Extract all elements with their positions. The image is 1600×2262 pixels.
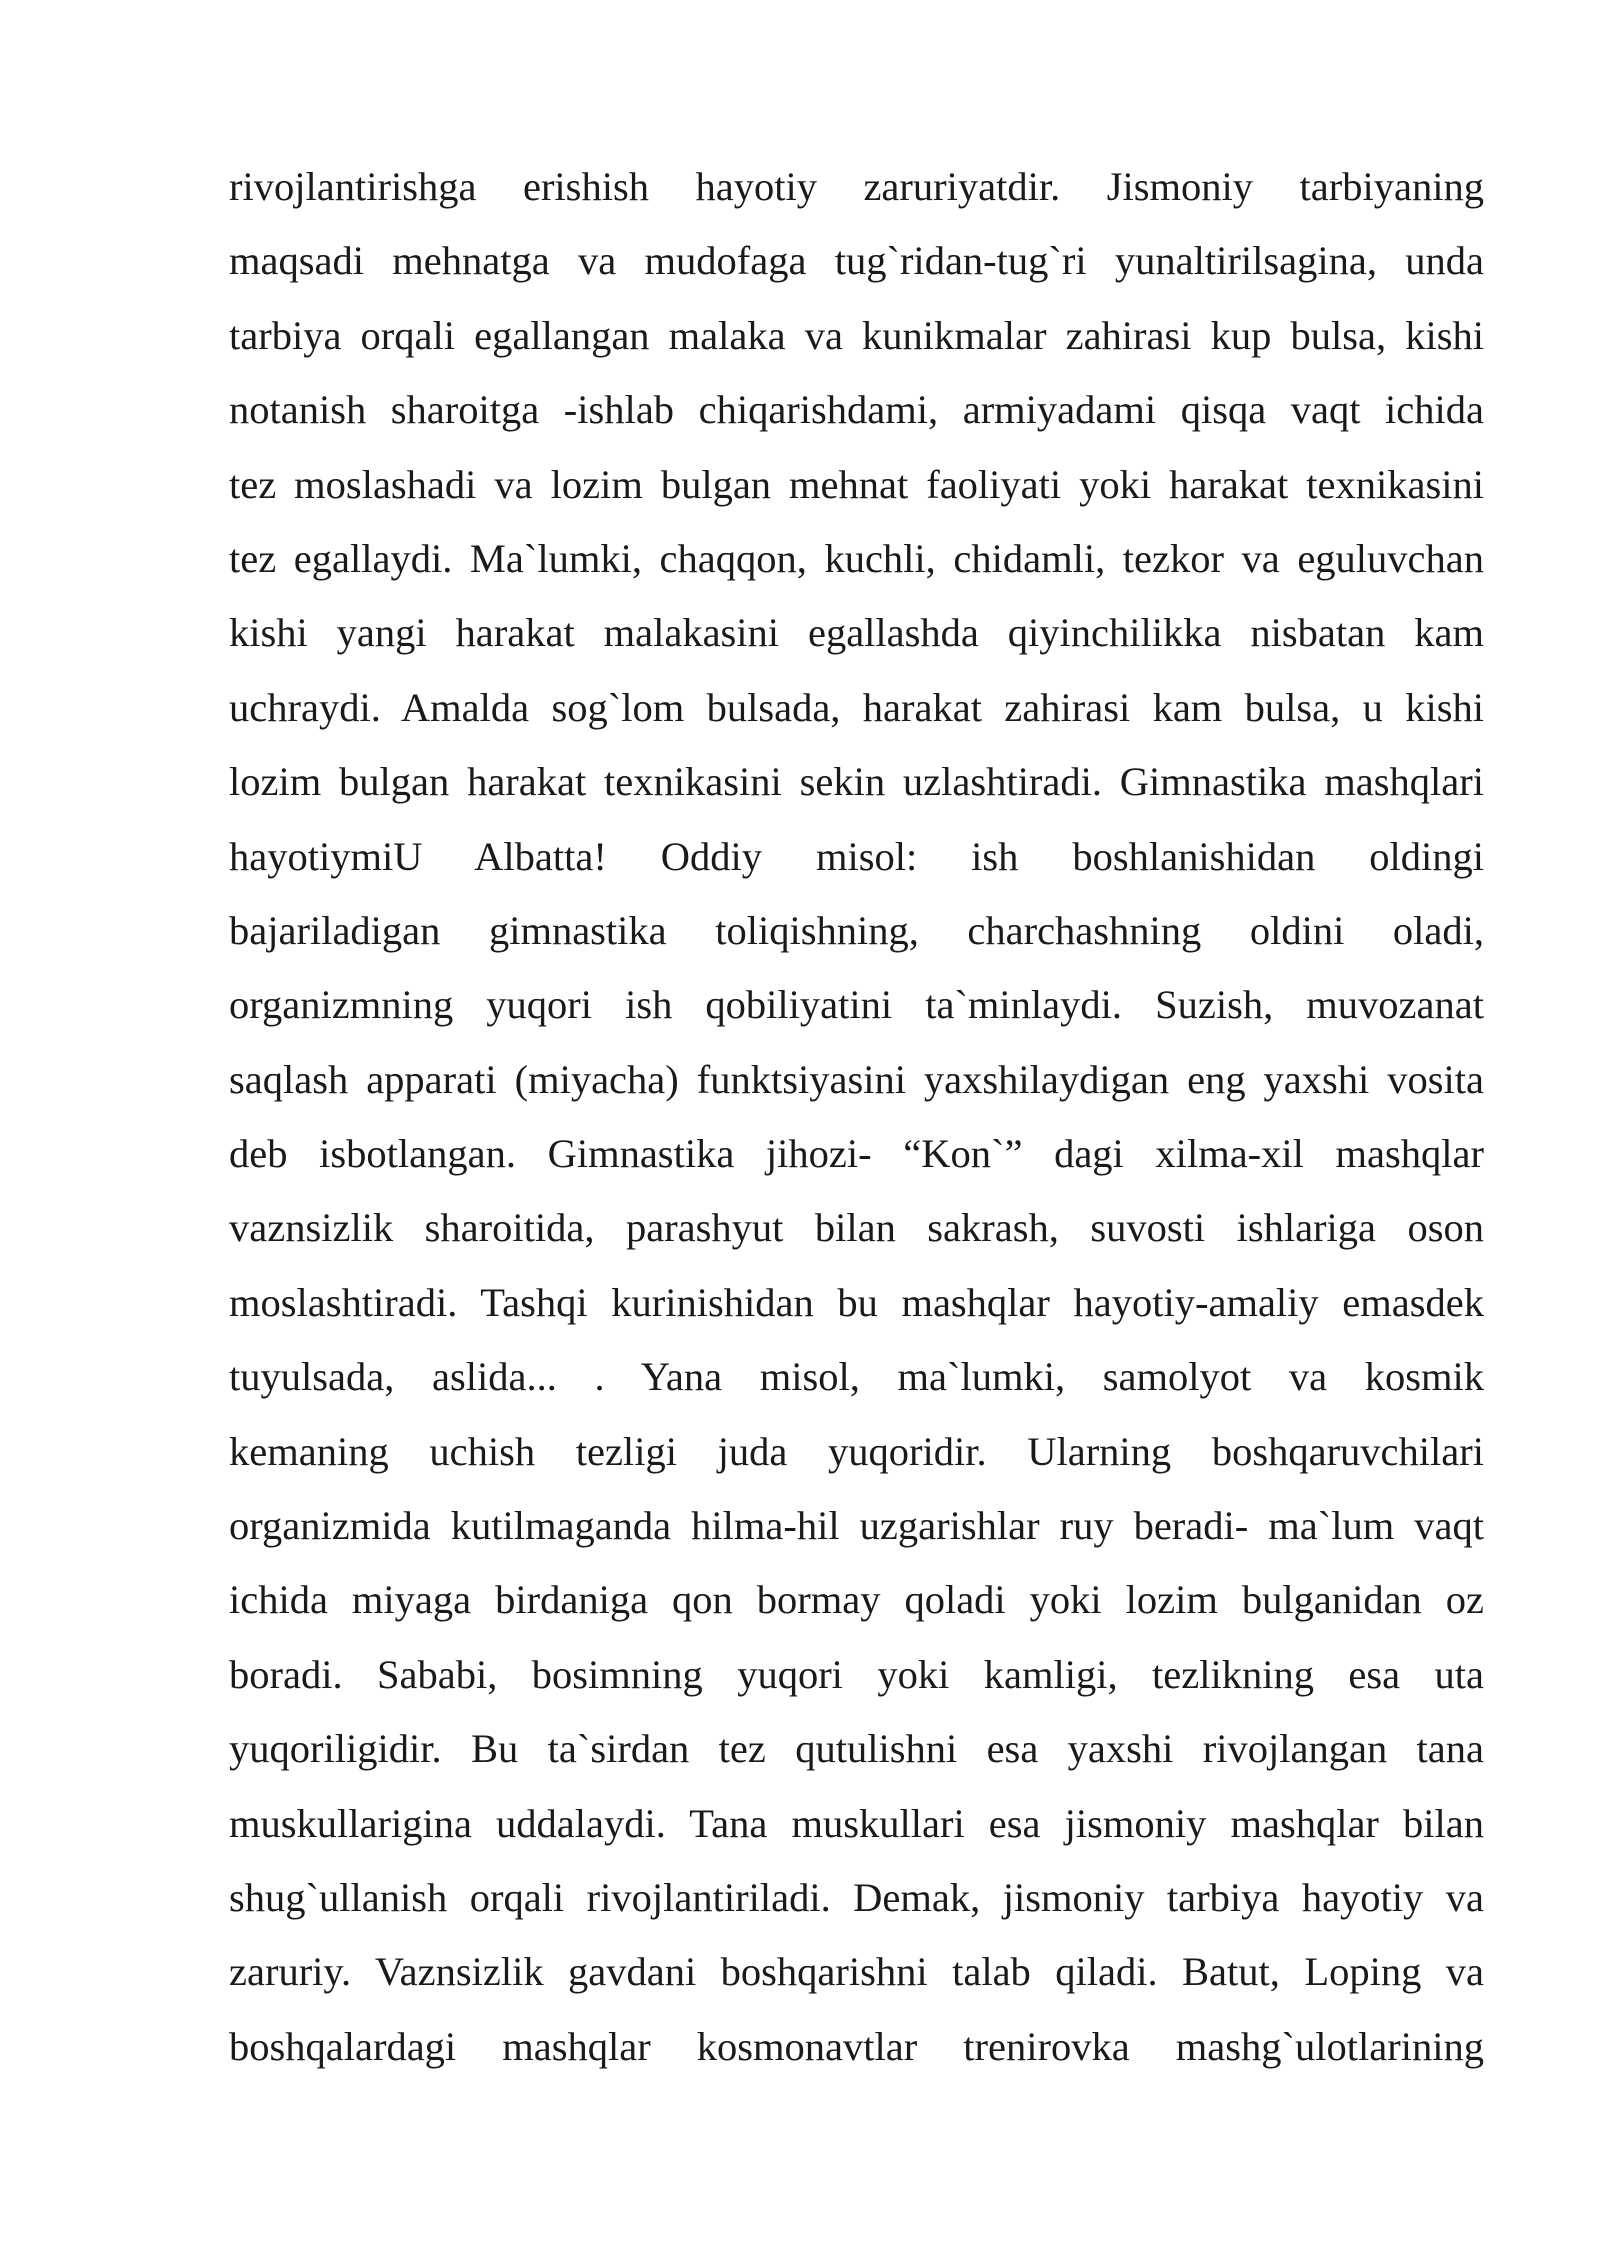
- text-line: shug`ullanish orqali rivojlantiriladi. Demak, jismoniy tarbiya hayotiy va: [229, 1874, 1484, 1920]
- text-line: kemaning uchish tezligi juda yuqoridir. Ularning boshqaruvchilari: [229, 1428, 1484, 1474]
- text-line: tuyulsada, aslida... . Yana misol, ma`lumki, samolyot va kosmik: [229, 1354, 1484, 1400]
- text-line: organizmning yuqori ish qobiliyatini ta`minlaydi. Suzish, muvozanat: [229, 982, 1484, 1028]
- text-line: kishi yangi harakat malakasini egallashda qiyinchilikka nisbatan kam: [229, 610, 1484, 656]
- text-line: vaznsizlik sharoitida, parashyut bilan sakrash, suvosti ishlariga oson: [229, 1205, 1484, 1251]
- text-line: uchraydi. Amalda sog`lom bulsada, harakat zahirasi kam bulsa, u kishi: [229, 684, 1484, 730]
- text-line: deb isbotlangan. Gimnastika jihozi- “Kon`” dagi xilma-xil mashqlar: [229, 1131, 1484, 1177]
- text-line: rivojlantirishga erishish hayotiy zaruriyatdir. Jismoniy tarbiyaning: [229, 164, 1484, 209]
- text-line: zaruriy. Vaznsizlik gavdani boshqarishni talab qiladi. Batut, Loping va: [229, 1949, 1484, 1995]
- text-line: saqlash apparati (miyacha) funktsiyasini yaxshilaydigan eng yaxshi vosita: [229, 1056, 1484, 1102]
- text-line: moslashtiradi. Tashqi kurinishidan bu mashqlar hayotiy-amaliy emasdek: [229, 1279, 1484, 1325]
- text-line: bajariladigan gimnastika toliqishning, charchashning oldini oladi,: [229, 907, 1484, 953]
- text-line: tarbiya orqali egallangan malaka va kunikmalar zahirasi kup bulsa, kishi: [229, 312, 1484, 358]
- text-line: organizmida kutilmaganda hilma-hil uzgarishlar ruy beradi- ma`lum vaqt: [229, 1503, 1484, 1549]
- text-line: boshqalardagi mashqlar kosmonavtlar trenirovka mashg`ulotlarining: [229, 2023, 1484, 2069]
- text-line: yuqoriligidir. Bu ta`sirdan tez qutulishni esa yaxshi rivojlangan tana: [229, 1726, 1484, 1772]
- text-line: boradi. Sababi, bosimning yuqori yoki kamligi, tezlikning esa uta: [229, 1651, 1484, 1697]
- text-line: notanish sharoitga -ishlab chiqarishdami, armiyadami qisqa vaqt ichida: [229, 387, 1484, 433]
- text-line: muskullariginа uddalaydi. Tana muskullari esa jismoniy mashqlar bilan: [229, 1800, 1484, 1846]
- body-text: [229, 150, 1484, 2084]
- text-line: ichida miyaga birdaniga qon bormay qoladi yoki lozim bulganidan oz: [229, 1577, 1484, 1623]
- text-line: maqsadi mehnatga va mudofaga tug`ridan-tug`ri yunaltirilsagina, unda: [229, 238, 1484, 284]
- text-line: tez moslashadi va lozim bulgan mehnat faoliyati yoki harakat texnikasini: [229, 461, 1484, 507]
- text-line: tez egallaydi. Ma`lumki, chaqqon, kuchli, chidamli, tezkor va eguluvchan: [229, 535, 1484, 581]
- text-line: lozim bulgan harakat texnikasini sekin uzlashtiradi. Gimnastika mashqlari: [229, 759, 1484, 805]
- text-line: hayotiymiU Albatta! Oddiy misol: ish boshlanishidan oldingi: [229, 833, 1484, 879]
